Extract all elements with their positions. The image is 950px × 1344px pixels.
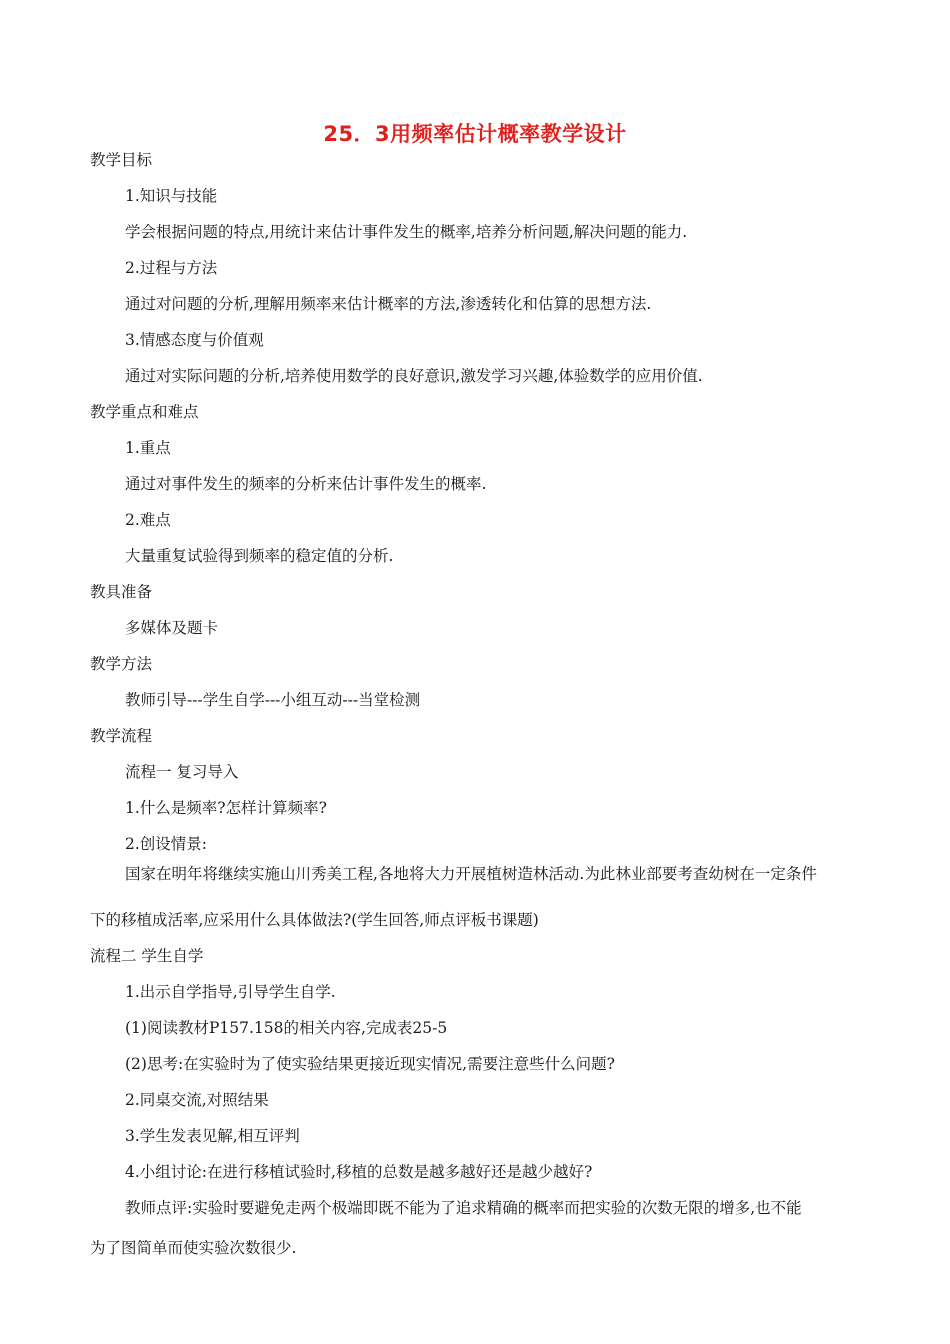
subheading-difficulty: 2.难点 (125, 511, 171, 529)
paragraph-knowledge: 学会根据问题的特点,用统计来估计事件发生的概率,培养分析问题,解决问题的能力. (125, 223, 688, 241)
paragraph-keypoint: 通过对事件发生的频率的分析来估计事件发生的概率. (125, 475, 487, 493)
paragraph-difficulty: 大量重复试验得到频率的稳定值的分析. (125, 547, 394, 565)
paragraph-self-study-4: 4.小组讨论:在进行移植试验时,移植的总数是越多越好还是越少越好? (125, 1163, 593, 1181)
section-heading-tools: 教具准备 (90, 583, 153, 601)
paragraph-scenario-heading: 2.创设情景: (125, 835, 208, 853)
paragraph-attitude: 通过对实际问题的分析,培养使用数学的良好意识,激发学习兴趣,体验数学的应用价值. (125, 367, 703, 385)
subheading-process: 2.过程与方法 (125, 259, 218, 277)
section-heading-flow: 教学流程 (90, 727, 153, 745)
paragraph-scenario-line-1: 国家在明年将继续实施山川秀美工程,各地将大力开展植树造林活动.为此林业部要考查幼树在一定条件 (125, 865, 817, 883)
subheading-keypoint: 1.重点 (125, 439, 171, 457)
section-heading-objectives: 教学目标 (90, 151, 153, 169)
section-heading-method: 教学方法 (90, 655, 153, 673)
subheading-flow-2: 流程二 学生自学 (90, 947, 204, 965)
subheading-attitude: 3.情感态度与价值观 (125, 331, 264, 349)
paragraph-teacher-comment-line-2: 为了图简单而使实验次数很少. (90, 1239, 297, 1257)
paragraph-scenario-line-2: 下的移植成活率,应采用什么具体做法?(学生回答,师点评板书课题) (90, 911, 539, 929)
page-title: 25．3用频率估计概率教学设计 (323, 122, 627, 146)
paragraph-self-study-2: 2.同桌交流,对照结果 (125, 1091, 269, 1109)
paragraph-tools: 多媒体及题卡 (125, 619, 219, 637)
paragraph-self-study-read: (1)阅读教材P157.158的相关内容,完成表25-5 (125, 1019, 448, 1037)
subheading-knowledge: 1.知识与技能 (125, 187, 218, 205)
section-heading-keypoints: 教学重点和难点 (90, 403, 199, 421)
paragraph-question-1: 1.什么是频率?怎样计算频率? (125, 799, 327, 817)
paragraph-teacher-comment-line-1: 教师点评:实验时要避免走两个极端即既不能为了追求精确的概率而把实验的次数无限的增多,也不能 (125, 1199, 802, 1217)
paragraph-self-study-think: (2)思考:在实验时为了使实验结果更接近现实情况,需要注意些什么问题? (125, 1055, 615, 1073)
paragraph-process: 通过对问题的分析,理解用频率来估计概率的方法,渗透转化和估算的思想方法. (125, 295, 652, 313)
paragraph-self-study-3: 3.学生发表见解,相互评判 (125, 1127, 300, 1145)
subheading-flow-1: 流程一 复习导入 (125, 763, 239, 781)
paragraph-self-study-1: 1.出示自学指导,引导学生自学. (125, 983, 336, 1001)
paragraph-method: 教师引导---学生自学---小组互动---当堂检测 (125, 691, 421, 709)
